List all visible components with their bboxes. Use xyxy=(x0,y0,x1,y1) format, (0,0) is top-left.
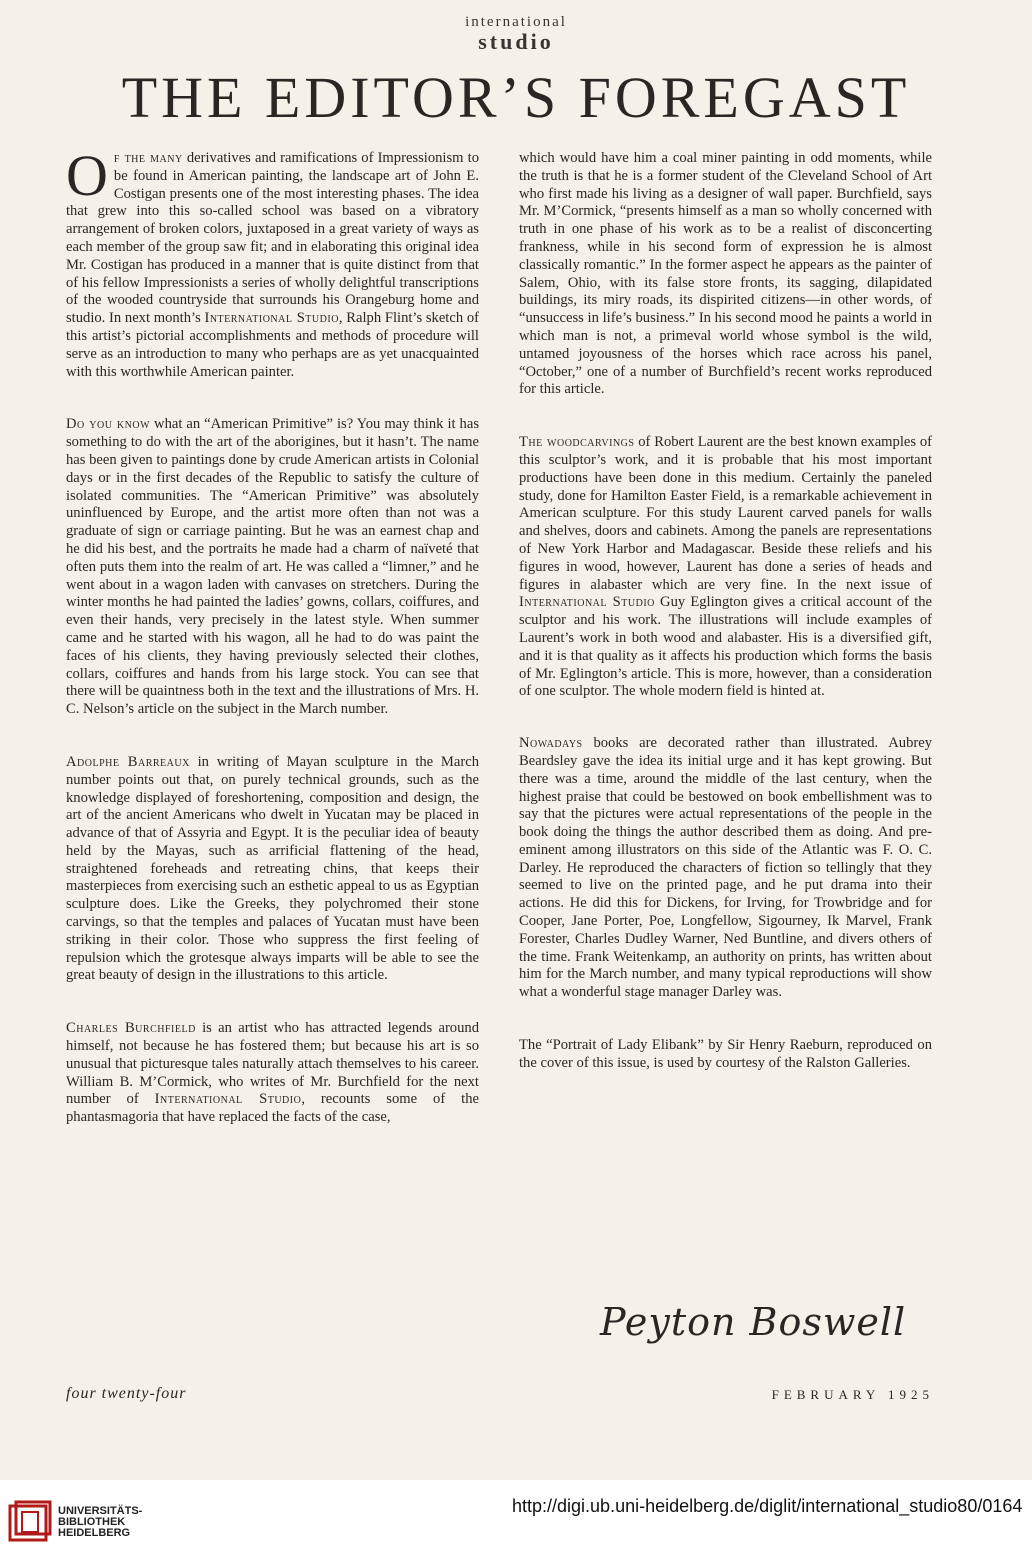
magazine-name: International Studio xyxy=(519,594,655,611)
magazine-name: International Studio xyxy=(154,1091,302,1108)
paragraph-text-cont: , recounts some of the phantasmagoria that have replaced the facts of the case, xyxy=(66,1091,479,1126)
masthead xyxy=(0,14,1032,55)
paragraph-text-cont: , Ralph Flint’s sketch of this artist’s pictorial accomplishments and methods of procedure will serve as an introduction to many who perhaps are as yet unacquainted with this worthwhile American painter. xyxy=(66,310,480,380)
editor-signature: Peyton Boswell xyxy=(600,1300,907,1344)
paragraph-mayan-sculpture xyxy=(66,754,479,985)
library-logo-icon xyxy=(8,1500,52,1544)
lead-in: Charles Burchfield xyxy=(66,1020,196,1037)
paragraph-burchfield xyxy=(66,1020,479,1127)
page-title: THE EDITOR’S FOREGAST xyxy=(121,65,911,130)
source-url[interactable]: http://digi.ub.uni-heidelberg.de/diglit/international_studio80/0164 xyxy=(512,1496,1023,1516)
paragraph-text-cont: Guy Eglington gives a critical account of the sculptor and his work. The illustrations will include examples of Laurent’s work in both wood and alabaster. His is a diversified gift, and it is that quality as it affects his production which forms the basis of Mr. Eglington’s article. This is more, however, than a consideration of one sculptor. The whole modern field is hinted at. xyxy=(519,594,932,700)
paragraph-text: which would have him a coal miner painting in odd moments, while the truth is that he is a former student of the Cleveland School of Art who first made his living as a designer of wall paper. Burchfield, says Mr. M’Cormick, “presents himself as a man so wholly concerned with truth in one phase of his work as to be a realist of disconcerting frankness, while in his second form of expression he is almost classically romantic.” In the former aspect he appears as the painter of Salem, Ohio, with its false store fronts, its sagging, dilapidated buildings, its miry roads, its dispirited citizens—in other words, of “unsuccess in life’s business.” In his second mood he paints a world in which man is not, a primeval world whose symbol is the wild, untamed joyousness of the horses which race across his panel, “October,” one of a number of Burchfield’s recent works reproduced for this article. xyxy=(519,150,932,398)
paragraph-text: The “Portrait of Lady Elibank” by Sir Henry Raeburn, reproduced on the cover of this issue, is used by courtesy of the Ralston Galleries. xyxy=(519,1037,932,1071)
paragraph-costigan xyxy=(66,143,480,381)
digitization-bar xyxy=(0,1480,1032,1553)
masthead-line2: studio xyxy=(478,29,554,54)
issue-date: FEBRUARY 1925 xyxy=(771,1387,934,1402)
paragraph-text: derivatives and ramifications of Impressionism to be found in American painting, the landscape art of John E. Costigan presents one of the most interesting phases. The idea that grew into this so-called school was based on a vibratory arrangement of broken colors, juxtaposed in a great variety of ways as each member of the group saw fit; and in elaborating this original idea Mr. Costigan has produced in a manner that is quite distinct from that of his fellow Impressionists a series of wholly delightful transcriptions of the wooded countryside that surrounds his Orangeburg home and studio. In next month’s xyxy=(66,150,479,327)
lead-in: Do you know xyxy=(66,416,151,433)
lead-in: f the many xyxy=(113,150,183,166)
paragraph-american-primitive xyxy=(66,416,479,719)
paragraph-text: books are decorated rather than illustrated. Aubrey Beardsley gave the idea its initial urge and it has kept growing. But there was a time, around the middle of the last century, when the highest praise that could be bestowed on book embellishment was to say that the pictures were actual representations of the people in the book doing the things the author described them as doing. And pre-eminent among illustrators on this side of the Atlantic was F. O. C. Darley. He reproduced the characters of fiction so tellingly that they seemed to live on the printed page, and he put drama into their actions. He did this for Dickens, for Irving, for Trowbridge and for Cooper, Jane Porter, Poe, Longfellow, Sigourney, Ik Marvel, Frank Forester, Charles Dudley Warner, Ned Buntline, and divers others of the time. Frank Weitenkamp, an authority on prints, has written about him for the March number, and many typical reproductions will show what a wonderful stage manager Darley was. xyxy=(519,735,932,1001)
magazine-name: International Studio xyxy=(204,310,339,327)
library-name xyxy=(58,1506,142,1539)
paragraph-text: in writing of Mayan sculpture in the March number points out that, on purely technical grounds, such as the knowledge displayed of foreshortening, composition and design, the art of the ancient Americans who dwelt in Yucatan may be placed in advance of that of Assyria and Egypt. It is the peculiar idea of beauty held by the Mayas, such as arrificial flattening of the head, straightened foreheads and retreating chins, that keeps their masterpieces from exercising such an esthetic appeal to us as Egyptian sculpture does. Like the Greeks, they polychromed their stone carvings, so that the temples and palaces of Yucatan must have been striking in their color. Those who suppress the first feeling of repulsion which the grotesque always imparts will be able to see the great beauty of design in the illustrations to this article. xyxy=(66,753,480,984)
library-name-line2: BIBLIOTHEK xyxy=(58,1516,126,1528)
paragraph-text: is an artist who has attracted legends around himself, not because he has fostered them; but because his art is so unusual that picturesque tales naturally attach themselves to his career. William B. M’Cormick, who writes of Mr. Burchfield for the next number of xyxy=(66,1020,479,1108)
left-column xyxy=(66,143,480,1127)
lead-in: The woodcarvings xyxy=(519,434,635,451)
paragraph-text: what an “American Primitive” is? You may think it has something to do with the art of the aborigines, but it hasn’t. The name has been given to paintings done by crude American artists in Colonial days or in the first decades of the Republic to satisfy the culture of isolated communities. The “American Primitive” was absolutely uninfluenced by Europe, and the artist more often than not was a graduate of sign or carriage painting. But he was an earnest chap and he did his best, and the portraits he made had a charm of naïveté that often puts them into the realm of art. He was called a “limner,” and he went about in a wagon laden with canvases on stretchers. During the winter months he had painted the ladies’ gowns, collars, coiffures, and even their hands, very precisely in the latest style. When summer came and he started with his wagon, all he had to do was paint the faces of his clients, they having previously selected their clothes, collars, coiffures and hands from his large stock. You can see that there will be quaintness both in the text and the illustrations of Mrs. H. C. Nelson’s article on the subject in the March number. xyxy=(66,416,480,718)
lead-in: Nowadays xyxy=(519,735,583,752)
paragraph-laurent xyxy=(519,434,932,701)
library-name-line3: HEIDELBERG xyxy=(58,1527,131,1539)
paragraph-darley xyxy=(519,735,932,1002)
right-column xyxy=(519,150,932,1073)
library-name-line1: UNIVERSITÄTS- xyxy=(58,1505,143,1517)
masthead-line1: international xyxy=(465,14,567,30)
lead-in: Adolphe Barreaux xyxy=(66,753,190,770)
drop-cap: O xyxy=(66,143,108,208)
page-number: four twenty-four xyxy=(66,1385,187,1402)
paragraph-text: of Robert Laurent are the best known examples of this sculptor’s work, and it is probable that his most important productions have been done in this medium. Certainly the paneled study, done for Hamilton Easter Field, is a remarkable achievement in American sculpture. For this study Laurent carved panels for walls and shelves, doors and cabinets. Among the panels are representations of New York Harbor and Madagascar. Beside these reliefs and his figures in wood, however, Laurent has done a series of heads and figures in alabaster which are very fine. In the next issue of xyxy=(519,434,932,593)
paragraph-burchfield-cont xyxy=(519,150,932,399)
paragraph-cover-credit xyxy=(519,1037,932,1073)
